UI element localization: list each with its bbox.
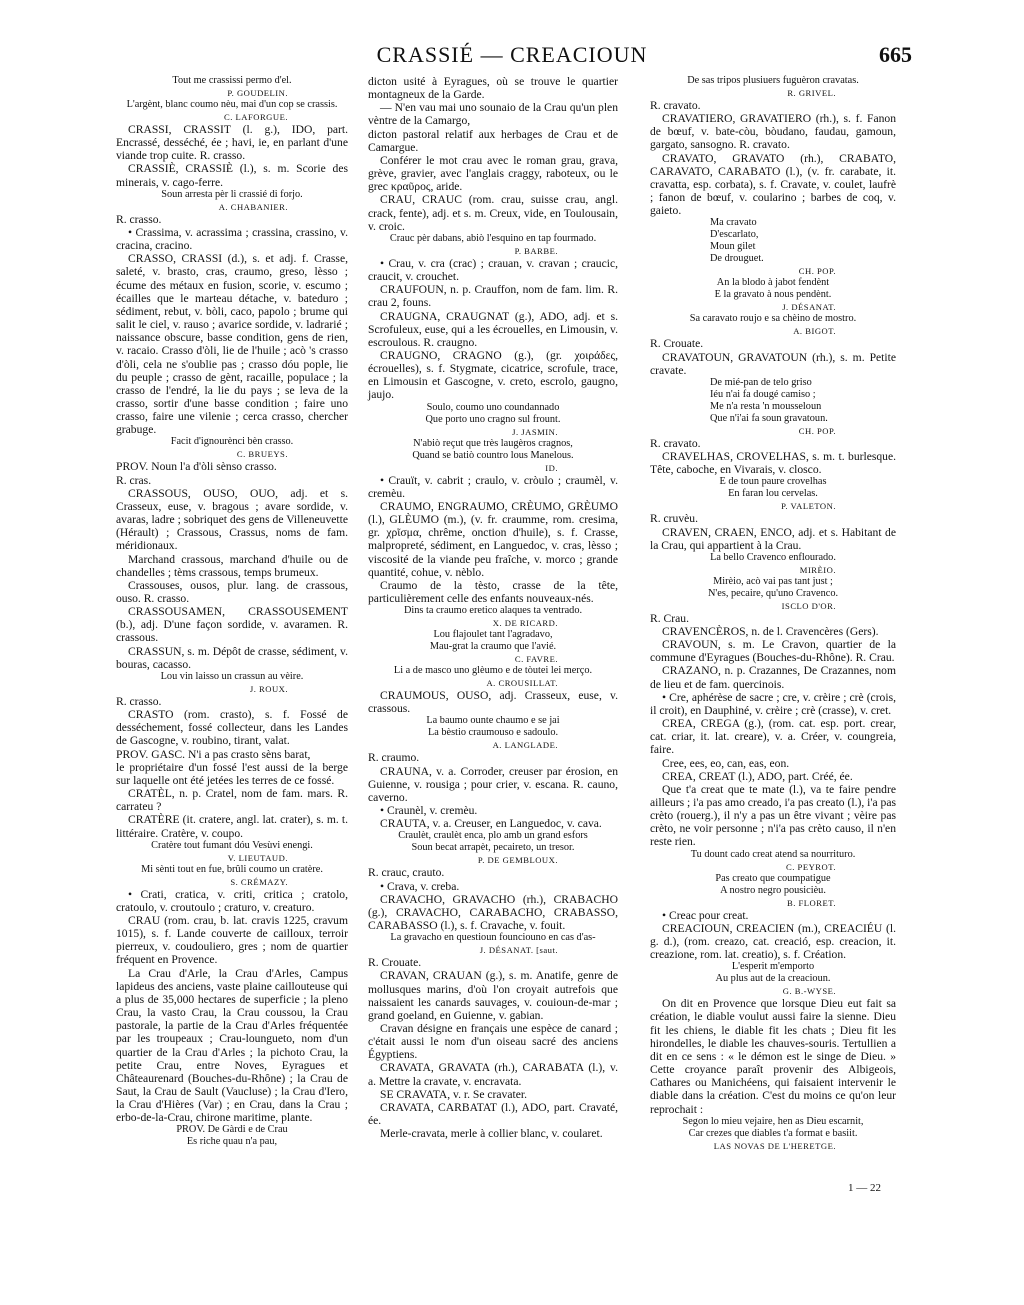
entry-paragraph: CRAUMO, ENGRAUMO, CRÈUMO, GRÈUMO (l.), GLÈUMO (m.), (v. fr. craumme, rom. cresima, gr. χρῖσμα, chrême, onction d'huile), s. f. Crasse, malpropreté, sédiment, en Languedoc, v. cras, lèsso ; viscosité de la viande peu fraîche, v. morco ; grande quantité, cohue, v. nèblo. <box>368 499 618 579</box>
quotation-author: P. VALETON. <box>781 501 836 512</box>
column-middle <box>368 75 618 1140</box>
quotation-line: Mirèio, acò vai pas tant just ; <box>713 575 833 587</box>
entry-paragraph: SE CRAVATA, v. r. Se cravater. <box>380 1087 527 1101</box>
entry-paragraph: CRATÈRE (it. cratere, angl. lat. crater), s. m. t. littéraire. Cratère, v. coupo. <box>116 813 348 840</box>
entry-paragraph: CRASSUN, s. m. Dépôt de crasse, sédiment, v. bouras, cacasso. <box>116 644 348 671</box>
quotation-author: S. CRÉMAZY. <box>230 876 288 887</box>
entry-paragraph: CRASTO (rom. crasto), s. f. Fossé de desséchement, fossé collecteur, dans les Landes de Gascogne, v. roubino, tirant, valat. <box>116 708 348 748</box>
quotation-author: C. FAVRE. <box>514 654 558 665</box>
entry-paragraph: CRAUTA, v. a. Creuser, en Languedoc, v. cava. <box>380 817 602 831</box>
entry-paragraph: CRAVENCÈROS, n. de l. Cravencères (Gers). <box>662 624 879 638</box>
quotation-line: Craulèt, craulèt enca, plo amb un grand esfors <box>398 830 588 842</box>
quotation-author: V. LIEUTAUD. <box>227 852 288 863</box>
entry-paragraph: • Craunèl, v. cremèu. <box>380 804 478 818</box>
entry-paragraph: CRAUFOUN, n. p. Crauffon, nom de fam. lim. R. crau 2, founs. <box>368 283 618 310</box>
entry-paragraph: • Crati, cratica, v. criti, critica ; cratolo, cratoulo, v. croutoulo ; craturo, v. creaturo. <box>116 887 348 914</box>
quotation-line: Li a de masco uno glèumo e de tòutei lei merço. <box>393 665 593 677</box>
entry-paragraph: CRAVATA, CARBATAT (l.), ADO, part. Cravaté, ée. <box>368 1100 618 1128</box>
etymology-reference: R. Crouate. <box>368 956 422 970</box>
column-right <box>650 75 896 1152</box>
quotation-line: Lou flajoulet tant l'agradavo, <box>433 629 553 641</box>
quotation-author: G. B.-WYSE. <box>782 986 836 997</box>
continuation-paragraph: dicton usité à Eyragues, où se trouve le quartier montagneux de la Garde. <box>368 75 618 102</box>
quotation-author: CH. POP. <box>798 266 836 277</box>
entry-paragraph: • Crassima, v. acrassima ; crassina, crassino, v. cracina, cracino. <box>116 225 348 253</box>
entry-paragraph: • Cre, aphérèse de sacre ; cre, v. crèire ; crè (crois, il croit), en Dauphiné, v. crèire ; crè (crasse), v. cret. <box>650 690 896 717</box>
column-left <box>116 75 348 1148</box>
etymology-reference: R. craumo. <box>368 751 420 765</box>
verse-line: Ma cravato <box>710 217 757 229</box>
quotation-author: A. CROUSILLAT. <box>486 678 558 689</box>
quotation-author: J. DÉSANAT. <box>782 302 836 313</box>
etymology-reference: R. crauc, crauto. <box>368 866 445 880</box>
entry-paragraph: Merle-cravata, merle à collier blanc, v. coularet. <box>380 1127 603 1141</box>
quotation-author: P. GOUDELIN. <box>227 88 288 98</box>
etymology-reference: R. crasso. <box>116 694 162 708</box>
continuation-paragraph: dicton pastoral relatif aux herbages de Crau et de Camargue. <box>368 127 618 154</box>
entry-paragraph: • Crau, v. cra (crac) ; crauan, v. cravan ; craucic, craucit, v. crouchet. <box>368 256 618 284</box>
quotation-line: N'abiò reçut que très laugèros cragnos, <box>413 437 573 449</box>
etymology-reference: PROV. GASC. N'i a pas crasto sèns barat, <box>116 747 311 761</box>
entry-paragraph: CRAVATOUN, GRAVATOUN (rh.), s. m. Petite cravate. <box>650 350 896 377</box>
verse-line: De mié-pan de telo griso <box>710 376 812 388</box>
entry-paragraph: Que t'a creat que te mate (l.), va te faire pendre ailleurs ; i'a pas amo creado, i'a pas creato (l.), i'a pas crèto (rouerg.), il n'y a pas un être vivant ; vèire pas crèto, ne voir personne ; n'i'a pas crèto causo, il n'en reste rien. <box>650 782 896 849</box>
quotation-line: Au plus aut de la creacioun. <box>715 973 831 985</box>
entry-paragraph: CRASSIÈ, CRASSIÈ (l.), s. m. Scorie des minerais, v. cago-ferre. <box>116 162 348 189</box>
entry-paragraph: CRAVELHAS, CROVELHAS, s. m. t. burlesque. Tête, caboche, en Vivarais, v. closco. <box>650 450 896 477</box>
quotation-line: E la gravato à nous pendènt. <box>714 289 832 301</box>
quotation-line: N'es, pecaire, qu'uno Cravenco. <box>707 587 839 599</box>
quotation-author: MIRÈIO. <box>799 564 836 575</box>
verse-line: Me n'a resta 'n mousseloun <box>710 400 822 412</box>
page-header <box>0 40 1024 80</box>
entry-paragraph: CRAUGNO, CRAGNO (g.), (gr. χοιράδες, écrouelles), s. f. Stygmate, cicatrice, scrofule, trace, en Limousin et Gascogne, v. creto, escrolo, gaugno, jaujo. <box>368 348 618 402</box>
quotation-author: J. ROUX. <box>249 683 288 694</box>
entry-paragraph: CRAUMOUS, OUSO, adj. Crasseux, euse, v. crassous. <box>368 689 618 716</box>
quotation-line: Quand se batiò countro lous Manelous. <box>412 449 574 461</box>
quotation-author: X. DE RICARD. <box>492 618 558 629</box>
quotation-line: Crauc pèr dabans, abiò l'esquino en tap fourmado. <box>389 232 597 244</box>
etymology-reference: R. crasso. <box>116 212 162 226</box>
quotation-line: Segon lo mieu vejaire, hen as Dieu escarnit, <box>682 1115 864 1127</box>
entry-paragraph: CRAVATIERO, GRAVATIERO (rh.), s. f. Fanon de bœuf, v. bate-còu, bòudano, faudau, gamoun, gargato, sansogno. R. cravato. <box>650 112 896 152</box>
quotation-line: Cratère tout fumant dóu Vesùvi enengi. <box>151 839 313 851</box>
quotation-author: C. LAFORGUE. <box>223 112 288 122</box>
etymology-reference: R. cravato. <box>650 99 701 112</box>
quotation-author: A. CHABANIER. <box>218 201 288 212</box>
entry-paragraph: Crassouses, ousos, plur. lang. de crassous, ouso. R. crasso. <box>116 578 348 605</box>
etymology-reference: R. Crau. <box>650 611 689 625</box>
entry-paragraph: CRAU (rom. crau, b. lat. cravis 1225, cravum 1015), s. f. Lande couverte de cailloux, terroir pierreux, v. coudouliero, gres ; nom de quartier fréquent en Provence. <box>116 913 348 967</box>
entry-paragraph: CRAVAN, CRAUAN (g.), s. m. Anatife, genre de mollusques marins, d'où l'on croyait autrefois que naissaient les canards sauvages, v. couioun-de-mar ; grand goeland, en Guienne, v. gabian. <box>368 969 618 1022</box>
quotation-line: L'argènt, blanc coumo nèu, mai d'un cop se crassis. <box>126 99 338 110</box>
quotation-line: Pas creato que coumpatigue <box>715 872 831 884</box>
entry-paragraph: CRATÈL, n. p. Cratel, nom de fam. mars. R. carrateu ? <box>116 787 348 814</box>
quotation-author: A. BIGOT. <box>793 326 836 337</box>
quotation-line: Sa caravato roujo e sa chèino de mostro. <box>689 313 857 325</box>
entry-paragraph: CREACIOUN, CREACIEN (m.), CREACIÉU (l. g. d.), (rom. creazo, cat. creació, esp. creacion, it. creazione, rom. lat. creatio), s. f. Création. <box>650 921 896 962</box>
entry-paragraph: CRAVOUN, s. m. Le Cravon, quartier de la commune d'Eyragues (Bouches-du-Rhône). R. Crau. <box>650 638 896 665</box>
quotation-line: PROV. De Gàrdi e de Crau <box>176 1124 288 1136</box>
entry-paragraph: CREA, CREAT (l.), ADO, part. Créé, ée. <box>662 769 853 783</box>
quotation-author: C. BRUEYS. <box>236 449 288 460</box>
quotation-line: Es riche quau n'a pau, <box>186 1136 278 1148</box>
quotation-line: A nostro negro pousicièu. <box>720 884 826 896</box>
quotation-line: Mau-grat la craumo que l'avié. <box>429 641 557 653</box>
quotation-author: LAS NOVAS DE L'HERETGE. <box>713 1140 836 1151</box>
verse-line: Moun gilet <box>710 241 756 253</box>
quotation-line: An la blodo à jabot fendènt <box>716 277 830 289</box>
entry-paragraph: Cree, ees, eo, can, eas, eon. <box>662 756 790 770</box>
entry-paragraph: Marchand crassous, marchand d'huile ou de chandelles ; tèms crassous, temps brumeux. <box>116 552 348 579</box>
etymology-reference: R. cravato. <box>650 436 701 450</box>
verse-line: Iéu n'ai fa dougé camiso ; <box>710 388 816 400</box>
quotation-author: P. BARBE. <box>514 245 558 256</box>
entry-paragraph: CRASSI, CRASSIT (l. g.), IDO, part. Encrassé, desséché, ée ; havi, ie, en parlant d'une viande trop cuite. R. crasso. <box>116 123 348 163</box>
entry-paragraph: CRAU, CRAUC (rom. crau, suisse crau, angl. crack, fente), adj. et s. m. Creux, vide, en Toulousain, v. croic. <box>368 193 618 233</box>
entry-paragraph: CRAUGNA, CRAUGNAT (g.), ADO, adj. et s. Scrofuleux, euse, qui a les écrouelles, en Limousin, v. escroulous. R. craugno. <box>368 309 618 349</box>
quotation-line: Soun arresta pèr li crassié di forjo. <box>161 188 303 200</box>
etymology-reference: PROV. Noun l'a d'òli sènso crasso. <box>116 460 277 474</box>
quotation-line: Mi sènti tout en fue, brûli coumo un cratère. <box>141 863 323 875</box>
etymology-reference: R. cras. <box>116 473 152 487</box>
running-title: CRASSIÉ — CREACIOUN <box>376 42 648 67</box>
quotation-author: B. FLORET. <box>786 897 836 908</box>
entry-paragraph: — N'en vau mai uno sounaio de la Crau qu'un plen vèntre de la Camargo, <box>368 101 618 128</box>
quotation-line: Car crezes que diables t'a format e basiit. <box>688 1127 858 1139</box>
quotation-line: La bello Cravenco enflourado. <box>710 551 836 563</box>
quotation-line: Tout me crassissi permo d'el. <box>172 75 292 86</box>
continuation-paragraph: le propriétaire d'un fossé l'est aussi de la berge sur laquelle ont été jetées les terres de ce fossé. <box>116 760 348 787</box>
quotation-line: L'esperit m'emporto <box>731 961 815 973</box>
entry-paragraph: Craumo de la tèsto, crasse de la tête, particulièrement celle des enfants nouveaux-nés. <box>368 578 618 605</box>
quotation-line: Lou vin laisso un crassun au vèire. <box>160 670 304 682</box>
quotation-line: La baumo ounte chaumo e se jai <box>426 715 560 727</box>
etymology-reference: R. Crouate. <box>650 337 704 351</box>
entry-paragraph: CRASSOUS, OUSO, OUO, adj. et s. Crasseux, euse, v. bragous ; avare sordide, v. avaras, ladre ; sobriquet des gens de Villeneuvette (Hérault) ; Crassous, Crassus, noms de fam. méridionaux. <box>116 486 348 553</box>
entry-paragraph: On dit en Provence que lorsque Dieu eut fait sa création, le diable voulut aussi faire la sienne. Dieu fit les chiens, le diable fit les chats ; Dieu fit les hirondelles, le diable les chauves-souris. Tertullien a dit en ce sens : « le démon est le singe de Dieu. » Cette croyance paraît provenir des Albigeois, Cathares ou Manichéens, qui faisaient intervenir le diable dans la création. C'est du moins ce qu'on leur reprochait : <box>650 997 896 1116</box>
quotation-line: La bèstio craumouso e sadoulo. <box>427 727 559 739</box>
entry-paragraph: CRASSO, CRASSI (d.), s. et adj. f. Crasse, saleté, v. brasto, cras, craumo, greso, lèsso ; écume des métaux en fusion, scorie, v. escumo ; écailles que le marteau détache, v. bateduro ; sédiment, rebut, v. bòli, caco, papolo ; brume qui salit le ciel, v. rauso ; avarice sordide, v. ladrarié ; naissance obscure, basse condition, gens de rien, v. racaio. Crasso d'òli, lie de l'huile ; acò 's crasso d'òli, cela ne s'oublie pas ; crasso dóu pople, lie du peuple ; crasso de gènt, racaille, populace ; la crasso de l'endré, la lie du pays ; se leva de la crasso, sortir d'une basse condition ; faire uno crasso, faire une vilenie ; cerca crasso, chercher grabuge. <box>116 252 348 437</box>
quotation-line: Facit d'ignourènci bèn crasso. <box>170 436 294 448</box>
entry-paragraph: • Crauït, v. cabrit ; craulo, v. cròulo ; craumèl, v. cremèu. <box>368 473 618 500</box>
entry-paragraph: Conférer le mot crau avec le roman grau, grava, grève, gravier, avec l'anglais craggy, raboteux, ou le grec κραῦρος, aride. <box>368 153 618 194</box>
printer-signature: 1 — 22 <box>848 1182 881 1194</box>
quotation-author: R. GRIVEL. <box>787 88 836 98</box>
entry-paragraph: CRAZANO, n. p. Crazannes, De Crazannes, nom de lieu et de fam. quercinois. <box>650 664 896 691</box>
quotation-line: Soun becat arrapèt, pecaireto, un tresor. <box>411 842 575 854</box>
quotation-line: Que porto uno cragno sul frount. <box>425 413 561 425</box>
quotation-line: La gravacho en questioun founciouno en cas d'as- <box>390 932 596 944</box>
quotation-author: A. LANGLADE. <box>492 740 558 751</box>
quotation-line: Tu dount cado creat atend sa nourrituro. <box>690 848 856 860</box>
verse-line: De drouguet. <box>710 253 764 265</box>
quotation-author: CH. POP. <box>798 425 836 436</box>
quotation-author: ISCLO D'OR. <box>781 600 836 611</box>
quotation-author: C. PEYROT. <box>786 861 836 872</box>
entry-paragraph: CRAVEN, CRAEN, ENCO, adj. et s. Habitant de la Crau, qui appartient à la Crau. <box>650 525 896 552</box>
quotation-author: ID. <box>545 462 558 473</box>
entry-paragraph: CRAVATO, GRAVATO (rh.), CRABATO, CARAVATO, CARABATO (l.), (v. fr. carabate, it. cravatta, esp. corbata), s. f. Cravate, v. coulet, laufrè ; fanon de bœuf, v. coularino ; barbes de coq, v. gaieto. <box>650 151 896 218</box>
quotation-line: E de toun paure crovelhas <box>719 476 827 488</box>
entry-paragraph: Cravan désigne en français une espèce de canard ; c'était aussi le nom d'un oiseau sacré des anciens Égyptiens. <box>368 1021 618 1062</box>
entry-paragraph: CRAVACHO, GRAVACHO (rh.), CRABACHO (g.), CRAVACHO, CARABACHO, CRABASSO, CARABASSO (l.), s. f. Cravache, v. fouit. <box>368 892 618 933</box>
entry-paragraph: CRAUNA, v. a. Corroder, creuser par érosion, en Guienne, v. rousiga ; pour crier, v. escana. R. cauno, caverno. <box>368 764 618 804</box>
entry-paragraph: • Creac pour creat. <box>662 908 749 922</box>
entry-paragraph: CRASSOUSAMEN, CRASSOUSEMENT (b.), adj. D'une façon sordide, v. avaramen. R. crassous. <box>116 605 348 645</box>
verse-line: D'escarlato, <box>710 229 759 241</box>
quotation-line: Dins ta craumo eretico alaques ta ventrado. <box>403 605 583 617</box>
quotation-line: En faran lou cervelas. <box>728 488 818 500</box>
quotation-author: J. DÉSANAT. [saut. <box>479 945 558 956</box>
entry-paragraph: CRAVATA, GRAVATA (rh.), CARABATA (l.), v. a. Mettre la cravate, v. encravata. <box>368 1061 618 1088</box>
verse-line: Que n'i'ai fa soun gravatoun. <box>710 412 828 424</box>
entry-paragraph: La Crau d'Arle, la Crau d'Arles, Campus lapideus des anciens, vaste plaine caillouteuse qui a plus de 35,000 hectares de superficie ; la pleno Crau, la vasto Crau, la Crau coussou, la Crau pastorale, la partie de la Crau d'Arles fréquentée par les troupeaux ; Crau-loungueto, nom d'un quartier de la Crau d'Arles ; la pichoto Crau, la petite Crau, entre Noves, Eyragues et Châteaurenard (Bouches-du-Rhône) ; la Crau de Saut, la Crau de Sault (Vaucluse) ; la Crau d'Iero, la Crau d'Hières (Var) ; en Crau, dans la Crau ; erbo-de-la-Crau, chirone maritime, plante. <box>116 966 348 1125</box>
quotation-author: J. JASMIN. <box>512 426 558 437</box>
quotation-line: Soulo, coumo uno coundannado <box>426 401 560 413</box>
page-number: 665 <box>879 42 912 67</box>
etymology-reference: R. cruvèu. <box>650 512 698 526</box>
entry-paragraph: CREA, CREGA (g.), (rom. cat. esp. port. crear, cat. criar, it. lat. creare), v. a. Créer, v. coungreia, faire. <box>650 717 896 757</box>
entry-paragraph: • Crava, v. creba. <box>380 879 460 893</box>
quotation-author: P. DE GEMBLOUX. <box>477 855 558 866</box>
quotation-line: De sas tripos plusiuers fuguèron cravatas. <box>687 75 859 86</box>
